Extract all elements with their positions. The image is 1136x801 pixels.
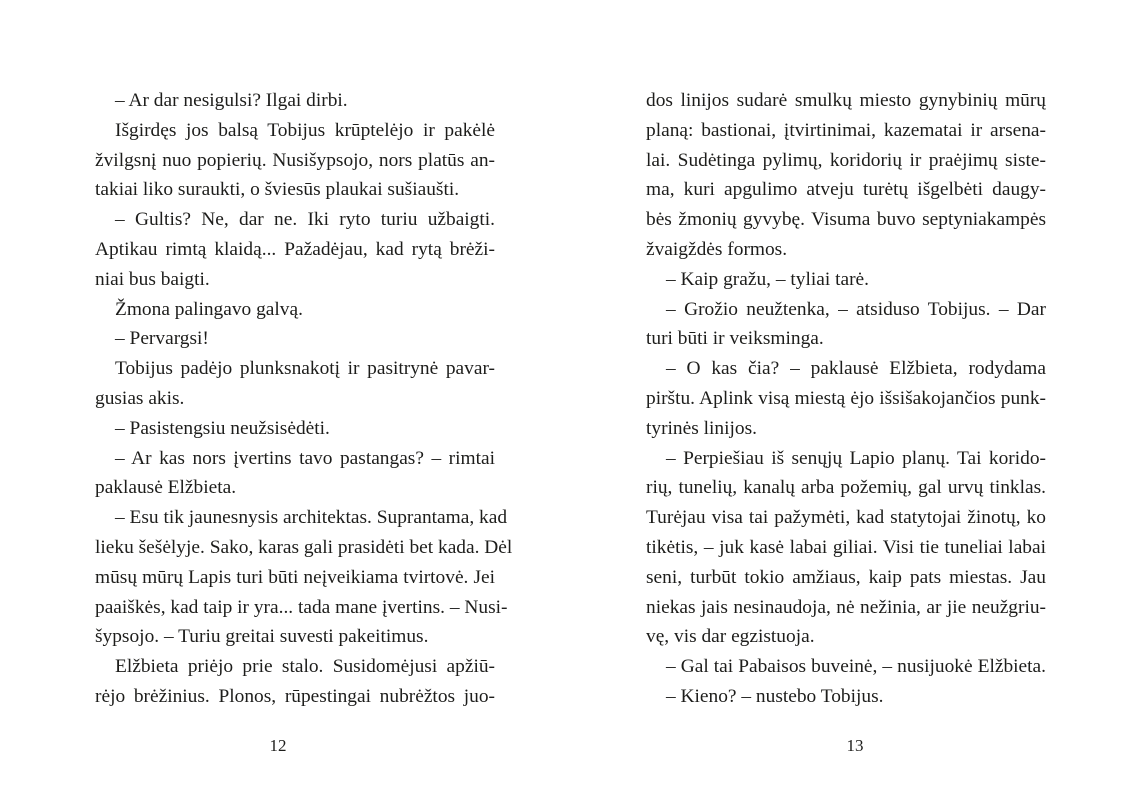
text-line: vę, vis dar egzistuoja. <box>646 626 815 648</box>
text-line: tyrinės linijos. <box>646 417 757 439</box>
text-line: – Ar kas nors įvertins tavo pastangas? – rimtai <box>115 447 495 469</box>
text-line: Elžbieta priėjo prie stalo. Susidomėjusi apžiū- <box>115 656 495 678</box>
text-line: Žmona palingavo galvą. <box>115 298 303 320</box>
text-line: gusias akis. <box>95 387 185 409</box>
text-line: niekas jais nesinaudoja, nė nežinia, ar jie neužgriu- <box>646 596 1046 618</box>
text-line: takiai liko suraukti, o šviesūs plaukai sušiaušti. <box>95 179 460 201</box>
text-line: Aptikau rimtą klaidą... Pažadėjau, kad rytą brėži- <box>95 238 495 260</box>
text-line: bės žmonių gyvybę. Visuma buvo septyniakampės <box>646 209 1046 231</box>
page-number-left: 12 <box>269 736 287 755</box>
text-line: paaiškės, kad taip ir yra... tada mane įvertins. – Nusi- <box>95 596 508 618</box>
text-line: – Pasistengsiu neužsisėdėti. <box>115 417 330 439</box>
text-line: Turėjau visa tai pažymėti, kad statytojai žinotų, ko <box>646 507 1046 529</box>
text-line: dos linijos sudarė smulkų miesto gynybinių mūrų <box>646 90 1046 111</box>
text-line: – Kieno? – nustebo Tobijus. <box>666 685 884 707</box>
text-line: – Gal tai Pabaisos buveinė, – nusijuokė Elžbieta. <box>666 656 1046 678</box>
text-line: – Kaip gražu, – tyliai tarė. <box>666 268 869 290</box>
text-line: lai. Sudėtinga pylimų, koridorių ir praėjimų siste- <box>646 149 1046 171</box>
text-line: Išgirdęs jos balsą Tobijus krūptelėjo ir pakėlė <box>115 119 495 141</box>
text-line: žvilgsnį nuo popierių. Nusišypsojo, nors platūs an- <box>95 149 495 171</box>
text-line: seni, turbūt tokio amžiaus, kaip pats miestas. Jau <box>646 566 1046 588</box>
text-line: – Pervargsi! <box>115 328 209 350</box>
right-page <box>568 0 1136 801</box>
text-line: paklausė Elžbieta. <box>95 477 237 499</box>
text-line: mūsų mūrų Lapis turi būti neįveikiama tvirtovė. Jei <box>95 566 495 588</box>
text-line: žvaigždės formos. <box>646 238 788 260</box>
text-line: niai bus baigti. <box>95 268 210 290</box>
text-line: rių, tunelių, kanalų arba požemių, gal urvų tinklas. <box>646 477 1046 499</box>
text-line: Tobijus padėjo plunksnakotį ir pasitrynė pavar- <box>115 358 495 380</box>
text-line: pirštu. Aplink visą miestą ėjo išsišakojančios punk- <box>646 387 1046 409</box>
text-line: ma, kuri apgulimo atveju turėtų išgelbėti daugy- <box>646 179 1046 201</box>
text-line: rėjo brėžinius. Plonos, rūpestingai nubrėžtos juo- <box>95 685 495 707</box>
text-line: – Ar dar nesigulsi? Ilgai dirbi. <box>115 90 348 111</box>
text-line: šypsojo. – Turiu greitai suvesti pakeitimus. <box>95 626 429 648</box>
text-line: lieku šešėlyje. Sako, karas gali prasidėti bet kada. Dėl <box>95 536 513 558</box>
text-line: – O kas čia? – paklausė Elžbieta, rodydama <box>666 358 1046 380</box>
text-line: planą: bastionai, įtvirtinimai, kazematai ir arsena- <box>646 119 1046 141</box>
text-line: – Perpiešiau iš senųjų Lapio planų. Tai korido- <box>666 447 1046 469</box>
text-line: – Gultis? Ne, dar ne. Iki ryto turiu užbaigti. <box>115 209 495 231</box>
text-line: – Esu tik jaunesnysis architektas. Suprantama, kad <box>115 507 508 529</box>
text-line: turi būti ir veiksminga. <box>646 328 824 350</box>
left-page-text <box>95 86 513 712</box>
text-line: – Grožio neužtenka, – atsiduso Tobijus. – Dar <box>666 298 1046 320</box>
page-number-right: 13 <box>846 736 864 755</box>
text-line: tikėtis, – juk kasė labai giliai. Visi tie tuneliai labai <box>646 536 1046 558</box>
right-page-text <box>646 86 1046 712</box>
